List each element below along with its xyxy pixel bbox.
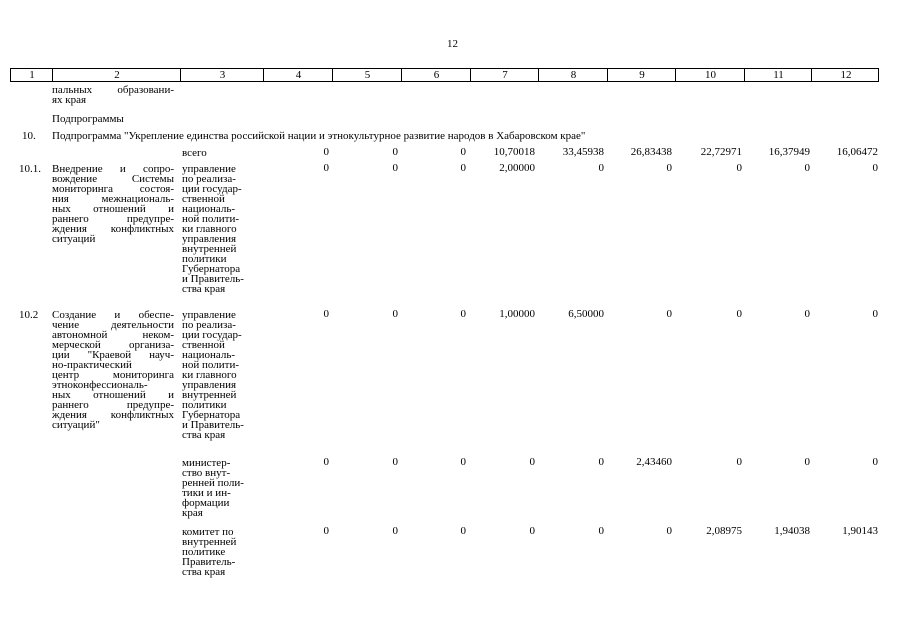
header-cell-9: 9 <box>639 69 645 81</box>
row-value-col-9: 0 <box>666 162 672 174</box>
subprogram-title: Подпрограмма "Укрепление единства российской нации и этнокультурное развитие народов в Хабаровском крае" <box>52 130 586 142</box>
header-divider <box>675 69 676 81</box>
header-cell-1: 1 <box>29 69 35 81</box>
text-line: управление <box>182 163 236 175</box>
text-line: ных отношений и <box>52 389 174 401</box>
header-divider <box>538 69 539 81</box>
text-line: политике <box>182 546 226 558</box>
header-divider <box>52 69 53 81</box>
row-value-col-10: 0 <box>736 308 742 320</box>
text-line: по реализа- <box>182 173 236 185</box>
total-value-col-9: 26,83438 <box>630 146 672 158</box>
text-line: ства края <box>182 566 226 578</box>
header-cell-4: 4 <box>295 69 302 81</box>
text-line: внутренней <box>182 389 237 401</box>
row-value-col-11: 0 <box>804 162 810 174</box>
row-value-col-12: 0 <box>872 162 878 174</box>
row-value-col-5: 0 <box>392 162 398 174</box>
text-line: ции государ- <box>182 183 242 195</box>
text-line: ство внут- <box>182 467 231 479</box>
row-value-col-6: 0 <box>460 162 466 174</box>
text-line: но-практический <box>52 359 132 371</box>
row-value-col-11: 0 <box>804 308 810 320</box>
header-divider <box>180 69 181 81</box>
text-line: раннего предупре- <box>52 399 174 411</box>
text-line: Правитель- <box>182 556 236 568</box>
text-line: внутренней <box>182 243 237 255</box>
text-line: политики <box>182 399 227 411</box>
total-value-col-7: 10,70018 <box>493 146 535 158</box>
text-line: автономной неком- <box>52 329 174 341</box>
header-cell-11: 11 <box>773 69 784 81</box>
text-line: по реализа- <box>182 319 236 331</box>
total-label: всего <box>182 147 207 159</box>
executor-name <box>182 527 254 577</box>
text-line: и Правитель- <box>182 273 244 285</box>
text-line: ждения конфликтных <box>52 409 174 421</box>
header-cell-5: 5 <box>364 69 371 81</box>
text-line: мерческой организа- <box>52 339 174 351</box>
row-value-col-8: 0 <box>598 162 604 174</box>
row-value-col-11: 1,94038 <box>774 525 810 537</box>
row-value-col-8: 0 <box>598 525 604 537</box>
total-value-col-11: 16,37949 <box>768 146 810 158</box>
text-line: Создание и обеспе- <box>52 309 174 321</box>
text-line: ной полити- <box>182 359 239 371</box>
text-line: управления <box>182 379 237 391</box>
row-value-col-4: 0 <box>323 308 329 320</box>
header-divider <box>332 69 333 81</box>
row-number: 10.2 <box>19 309 39 321</box>
executor-name <box>182 164 254 294</box>
text-line: ситуаций <box>52 233 96 245</box>
text-line: ства края <box>182 429 226 441</box>
text-line: Губернатора <box>182 263 241 275</box>
text-line: ственной <box>182 193 225 205</box>
continuation-text <box>52 85 174 105</box>
row-value-col-12: 0 <box>872 308 878 320</box>
text-line: ки главного <box>182 223 237 235</box>
row-value-col-10: 0 <box>736 456 742 468</box>
row-value-col-8: 6,50000 <box>568 308 604 320</box>
total-value-col-10: 22,72971 <box>700 146 742 158</box>
total-value-col-8: 33,45938 <box>562 146 604 158</box>
row-value-col-10: 2,08975 <box>706 525 742 537</box>
header-cell-6: 6 <box>433 69 440 81</box>
total-value-col-4: 0 <box>323 146 329 158</box>
executor-name <box>182 458 254 518</box>
row-value-col-7: 2,00000 <box>499 162 535 174</box>
text-line: ства края <box>182 283 226 295</box>
text-line: националь- <box>182 203 236 215</box>
row-value-col-12: 1,90143 <box>842 525 878 537</box>
text-line: политики <box>182 253 227 265</box>
row-value-col-9: 0 <box>666 308 672 320</box>
text-line: министер- <box>182 457 231 469</box>
text-line: чение деятельности <box>52 319 174 331</box>
text-line: края <box>182 507 203 519</box>
row-value-col-4: 0 <box>323 162 329 174</box>
total-value-col-12: 16,06472 <box>836 146 878 158</box>
header-divider <box>811 69 812 81</box>
row-value-col-6: 0 <box>460 456 466 468</box>
text-line: ях края <box>52 94 87 106</box>
text-line: этноконфессиональ- <box>52 379 148 391</box>
text-line: мониторинга состоя- <box>52 183 174 195</box>
text-line: ной полити- <box>182 213 239 225</box>
measure-name <box>52 164 174 244</box>
text-line: ждения конфликтных <box>52 223 174 235</box>
text-line: внутренней <box>182 536 237 548</box>
text-line: Внедрение и сопро- <box>52 163 174 175</box>
text-line: центр мониторинга <box>52 369 174 381</box>
row-value-col-7: 0 <box>529 456 535 468</box>
header-divider <box>470 69 471 81</box>
row-value-col-12: 0 <box>872 456 878 468</box>
row-value-col-10: 0 <box>736 162 742 174</box>
total-value-col-5: 0 <box>392 146 398 158</box>
text-line: комитет по <box>182 526 234 538</box>
row-value-col-6: 0 <box>460 525 466 537</box>
text-line: раннего предупре- <box>52 213 174 225</box>
header-cell-12: 12 <box>840 69 852 81</box>
text-line: вождение Системы <box>52 173 174 185</box>
row-value-col-6: 0 <box>460 308 466 320</box>
row-value-col-5: 0 <box>392 525 398 537</box>
subprogram-number: 10. <box>22 130 36 142</box>
header-cell-8: 8 <box>570 69 577 81</box>
text-line: и Правитель- <box>182 419 244 431</box>
text-line: Губернатора <box>182 409 241 421</box>
text-line: управление <box>182 309 236 321</box>
header-cell-7: 7 <box>502 69 508 81</box>
row-value-col-7: 1,00000 <box>499 308 535 320</box>
text-line: ных отношений и <box>52 203 174 215</box>
text-line: националь- <box>182 349 236 361</box>
row-value-col-11: 0 <box>804 456 810 468</box>
text-line: ния межнациональ- <box>52 193 174 205</box>
table-header-row <box>10 68 879 82</box>
row-value-col-9: 2,43460 <box>636 456 672 468</box>
header-cell-2: 2 <box>114 69 120 81</box>
subprograms-label: Подпрограммы <box>52 113 124 125</box>
row-value-col-5: 0 <box>392 456 398 468</box>
text-line: ситуаций" <box>52 419 100 431</box>
text-line: ки главного <box>182 369 237 381</box>
row-value-col-4: 0 <box>323 525 329 537</box>
header-divider <box>744 69 745 81</box>
total-value-col-6: 0 <box>460 146 466 158</box>
text-line: формации <box>182 497 230 509</box>
text-line: пальных образовани- <box>52 84 174 96</box>
text-line: тики и ин- <box>182 487 231 499</box>
row-number: 10.1. <box>19 163 41 175</box>
text-line: ции государ- <box>182 329 242 341</box>
header-divider <box>607 69 608 81</box>
row-value-col-5: 0 <box>392 308 398 320</box>
text-line: ственной <box>182 339 225 351</box>
row-value-col-9: 0 <box>666 525 672 537</box>
text-line: ренней поли- <box>182 477 244 489</box>
executor-name <box>182 310 254 440</box>
text-line: управления <box>182 233 237 245</box>
header-cell-10: 10 <box>705 69 716 81</box>
header-cell-3: 3 <box>219 69 226 81</box>
page-number: 12 <box>447 38 458 50</box>
measure-name <box>52 310 174 430</box>
row-value-col-8: 0 <box>598 456 604 468</box>
header-divider <box>263 69 264 81</box>
row-value-col-4: 0 <box>323 456 329 468</box>
row-value-col-7: 0 <box>529 525 535 537</box>
header-divider <box>401 69 402 81</box>
text-line: ции "Краевой науч- <box>52 349 174 361</box>
